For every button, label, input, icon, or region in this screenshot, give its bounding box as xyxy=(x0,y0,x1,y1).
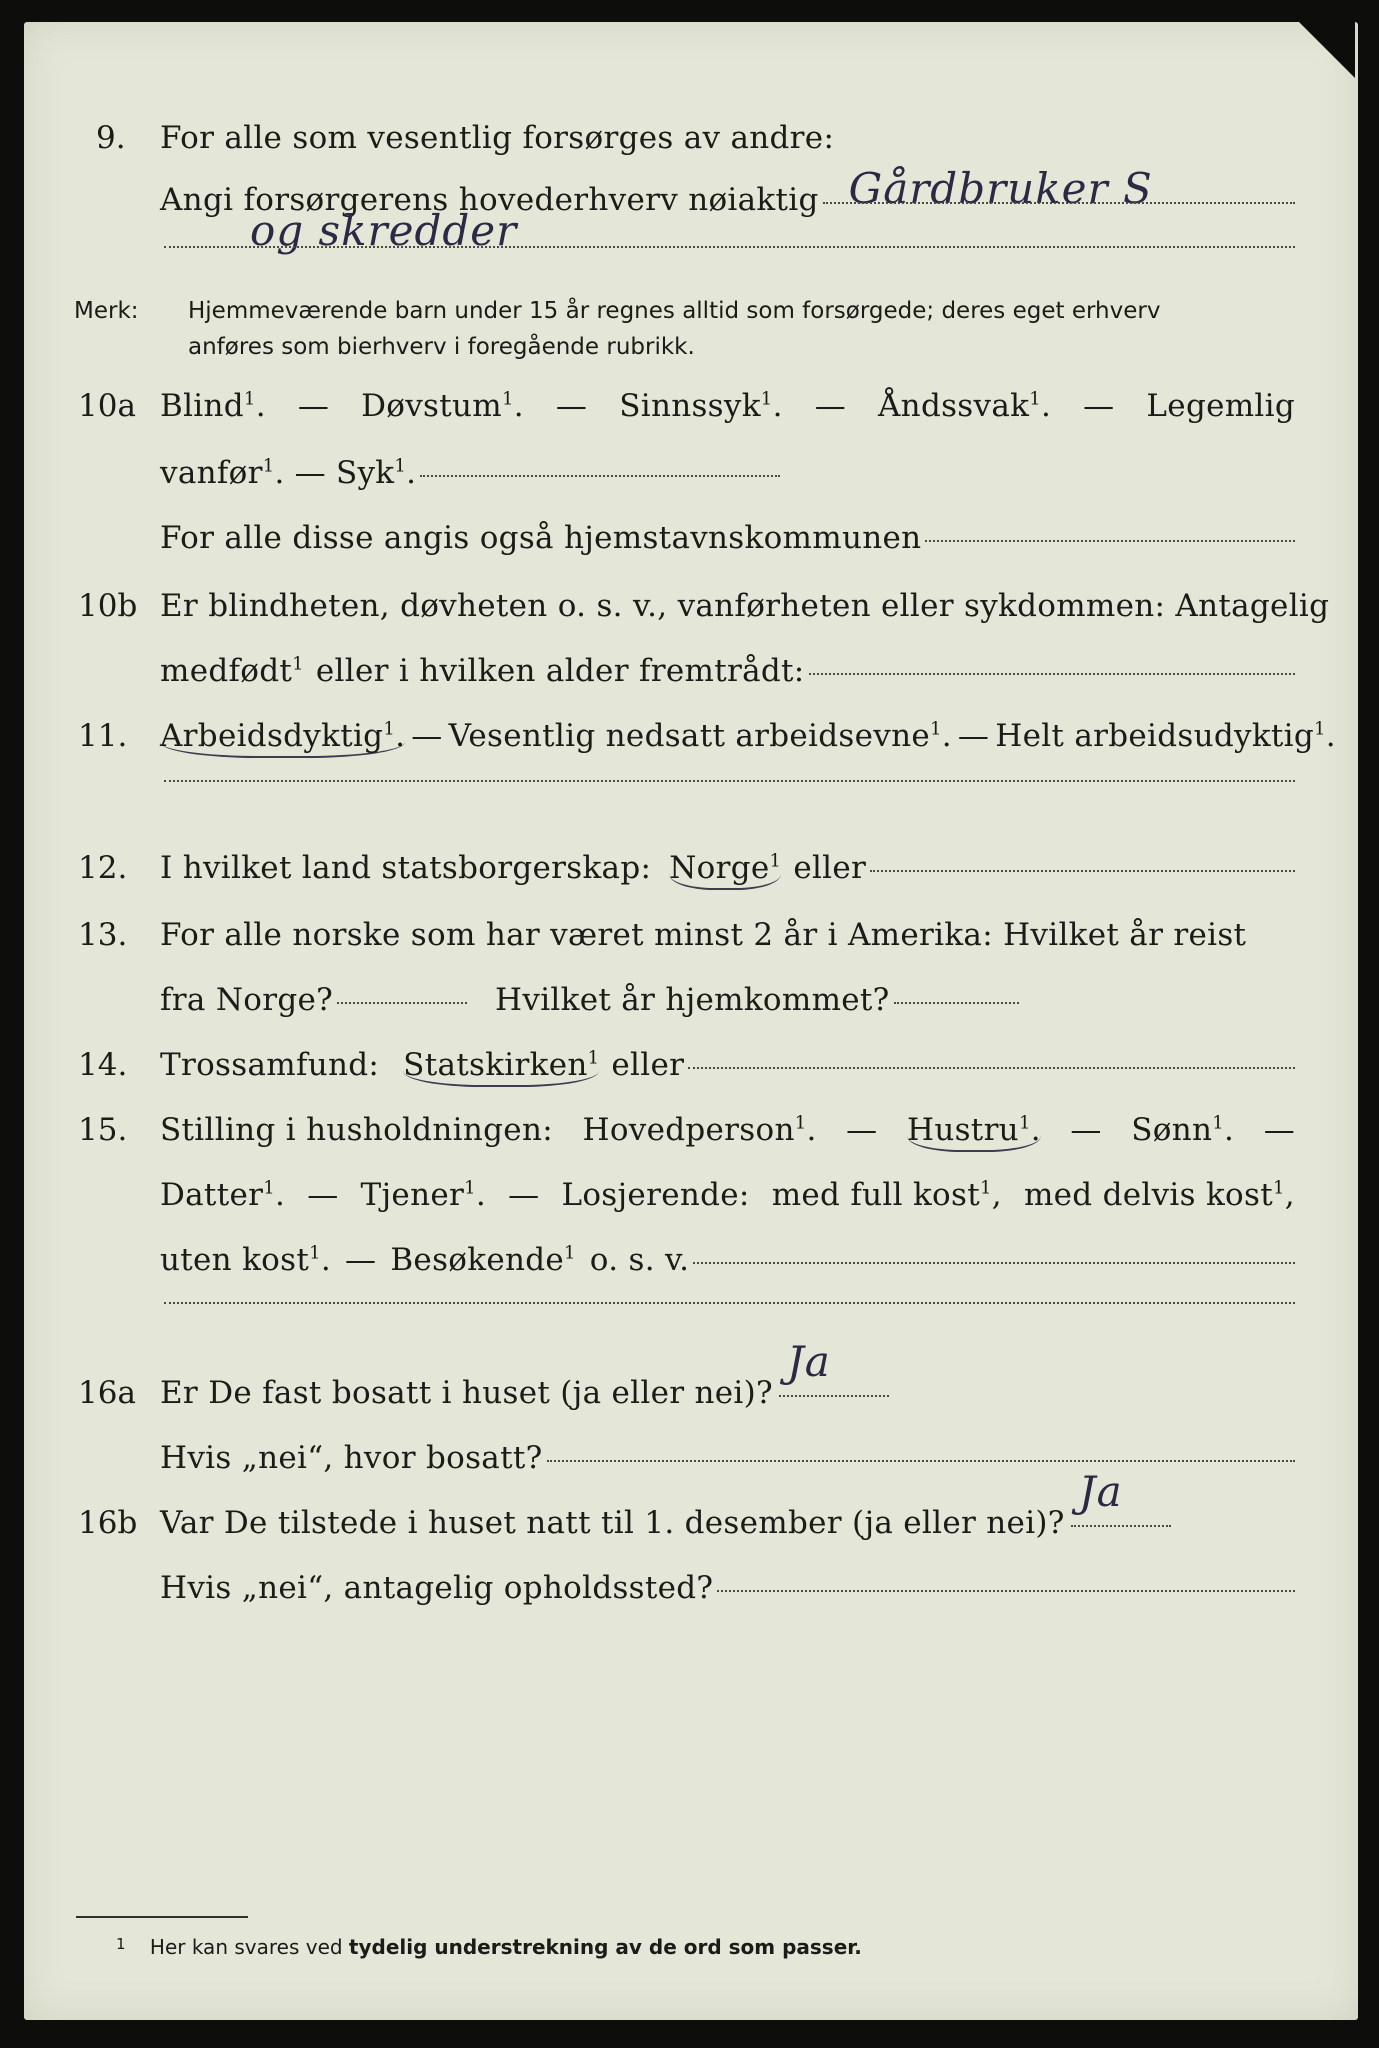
q16b-opholdssted-field[interactable] xyxy=(717,1590,1295,1592)
q16b-line1: Var De tilstede i huset natt til 1. desember (ja eller nei)? Ja xyxy=(160,1505,1175,1541)
q15-line4[interactable] xyxy=(160,1308,1295,1310)
q10a-option-sinnssyk[interactable]: Sinnssyk$^1$. xyxy=(619,388,783,424)
q10b-line1: Er blindheten, døvheten o. s. v., vanførheten eller sykdommen: Antagelig xyxy=(160,588,1330,624)
q9-handwritten-answer2: og skredder xyxy=(250,206,518,255)
merk-line1: Hjemmeværende barn under 15 år regnes alltid som forsørgede; deres eget erhverv xyxy=(188,298,1161,324)
q15-number: 15. xyxy=(78,1112,128,1148)
q9-line2: Angi forsørgerens hovederhverv nøiaktig Gårdbruker S xyxy=(160,182,1295,218)
q13-reist-field[interactable] xyxy=(337,1002,467,1004)
footnote: $^1$ Her kan svares ved tydelig understrekning av de ord som passer. xyxy=(116,1935,862,1959)
q9-number: 9. xyxy=(96,120,126,156)
q11-option-nedsatt[interactable]: Vesentlig nedsatt arbeidsevne$^1$. xyxy=(448,718,952,754)
q10a-line2: vanfør$^1$. — Syk$^1$. xyxy=(160,455,780,491)
q11-line1: Arbeidsdyktig$^1$. — Vesentlig nedsatt arbeidsevne$^1$. — Helt arbeidsudyktig$^1$. xyxy=(160,718,1336,758)
q15-line2: Datter$^1$. — Tjener$^1$. — Losjerende: med full kost$^1$, med delvis kost$^1$, xyxy=(160,1177,1295,1213)
q11-option-udyktig[interactable]: Helt arbeidsudyktig$^1$. xyxy=(995,718,1336,754)
footnote-rule xyxy=(76,1916,248,1918)
q16b-answer-field[interactable] xyxy=(1065,1467,1175,1541)
q9-answer-field[interactable] xyxy=(819,164,1295,213)
q16b-line2: Hvis „nei“, antagelig opholdssted? xyxy=(160,1570,1295,1606)
q11-option-arbeidsdyktig[interactable]: Arbeidsdyktig$^1$. xyxy=(160,718,405,758)
q15-option-datter[interactable]: Datter$^1$. xyxy=(160,1177,286,1213)
q12-number: 12. xyxy=(78,850,128,886)
q16a-bosatt-field[interactable] xyxy=(547,1460,1295,1462)
q10a-option-vanfor[interactable]: vanfør$^1$. xyxy=(160,455,285,491)
q16a-line1: Er De fast bosatt i huset (ja eller nei)? Ja xyxy=(160,1375,893,1411)
merk-line2: anføres som bierhverv i foregående rubrikk. xyxy=(188,334,695,360)
q15-line1: Stilling i husholdningen: Hovedperson$^1$. — Hustru$^1$. — Sønn$^1$. — xyxy=(160,1112,1295,1152)
q10b-line2: medfødt$^1$ eller i hvilken alder fremtrådt: xyxy=(160,653,1295,689)
q10a-line3: For alle disse angis også hjemstavnskommunen xyxy=(160,520,1295,556)
q10a-line1: Blind$^1$. — Døvstum$^1$. — Sinnssyk$^1$. — Åndssvak$^1$. — Legemlig xyxy=(160,388,1295,424)
q16a-line2: Hvis „nei“, hvor bosatt? xyxy=(160,1440,1295,1476)
q10a-option-andssvak[interactable]: Åndssvak$^1$. xyxy=(878,388,1052,424)
q10a-number: 10a xyxy=(78,388,136,424)
q13-line1: For alle norske som har været minst 2 år i Amerika: Hvilket år reist xyxy=(160,917,1247,953)
q13-number: 13. xyxy=(78,917,128,953)
q14-line: Trossamfund: Statskirken$^1$ eller xyxy=(160,1047,1295,1087)
q16b-number: 16b xyxy=(78,1505,138,1541)
q14-option-statskirken[interactable]: Statskirken$^1$ xyxy=(403,1047,599,1087)
q13-line2: fra Norge? Hvilket år hjemkommet? xyxy=(160,982,1019,1018)
q9-line3[interactable] xyxy=(160,206,1295,255)
q10a-option-blind[interactable]: Blind$^1$. xyxy=(160,388,266,424)
q12-line: I hvilket land statsborgerskap: Norge$^1$ eller xyxy=(160,850,1295,890)
q10a-option-syk[interactable]: Syk$^1$. xyxy=(335,455,417,491)
q10a-hjemstavn-field[interactable] xyxy=(925,540,1295,542)
q14-number: 14. xyxy=(78,1047,128,1083)
q11-line2[interactable] xyxy=(160,786,1295,788)
q10a-option-dovstum[interactable]: Døvstum$^1$. xyxy=(361,388,524,424)
q16b-handwritten-answer: Ja xyxy=(1078,1467,1123,1516)
q15-line3: uten kost$^1$. — Besøkende$^1$ o. s. v. xyxy=(160,1242,1295,1278)
q16a-handwritten-answer: Ja xyxy=(786,1337,831,1386)
q12-other-field[interactable] xyxy=(870,870,1295,872)
folded-corner xyxy=(1299,22,1355,78)
q9-handwritten-answer1: Gårdbruker S xyxy=(848,164,1153,213)
q10a-syk-field[interactable] xyxy=(420,475,780,477)
q15-option-fullkost[interactable]: med full kost$^1$, xyxy=(771,1177,1002,1213)
q11-number: 11. xyxy=(78,718,128,754)
q15-other-field[interactable] xyxy=(693,1262,1295,1264)
q15-option-tjener[interactable]: Tjener$^1$. xyxy=(360,1177,487,1213)
q15-option-sonn[interactable]: Sønn$^1$. xyxy=(1131,1112,1235,1148)
q15-option-utenkost[interactable]: uten kost$^1$. xyxy=(160,1242,332,1278)
q15-option-hovedperson[interactable]: Hovedperson$^1$. xyxy=(582,1112,817,1148)
q10b-option-medfodt[interactable]: medfødt$^1$ xyxy=(160,653,304,689)
q10b-number: 10b xyxy=(78,588,138,624)
q10b-alder-field[interactable] xyxy=(809,673,1295,675)
q9-line1: For alle som vesentlig forsørges av andre: xyxy=(160,120,835,156)
q14-other-field[interactable] xyxy=(688,1067,1295,1069)
q16a-answer-field[interactable] xyxy=(773,1337,893,1411)
q15-option-delviskost[interactable]: med delvis kost$^1$, xyxy=(1023,1177,1295,1213)
merk-label: Merk: xyxy=(74,298,139,324)
q15-option-hustru[interactable]: Hustru$^1$. xyxy=(907,1112,1041,1152)
q12-option-norge[interactable]: Norge$^1$ xyxy=(669,850,781,890)
q16a-number: 16a xyxy=(78,1375,136,1411)
q13-hjemkommet-field[interactable] xyxy=(894,1002,1019,1004)
q15-option-besokende[interactable]: Besøkende$^1$ xyxy=(390,1242,576,1278)
